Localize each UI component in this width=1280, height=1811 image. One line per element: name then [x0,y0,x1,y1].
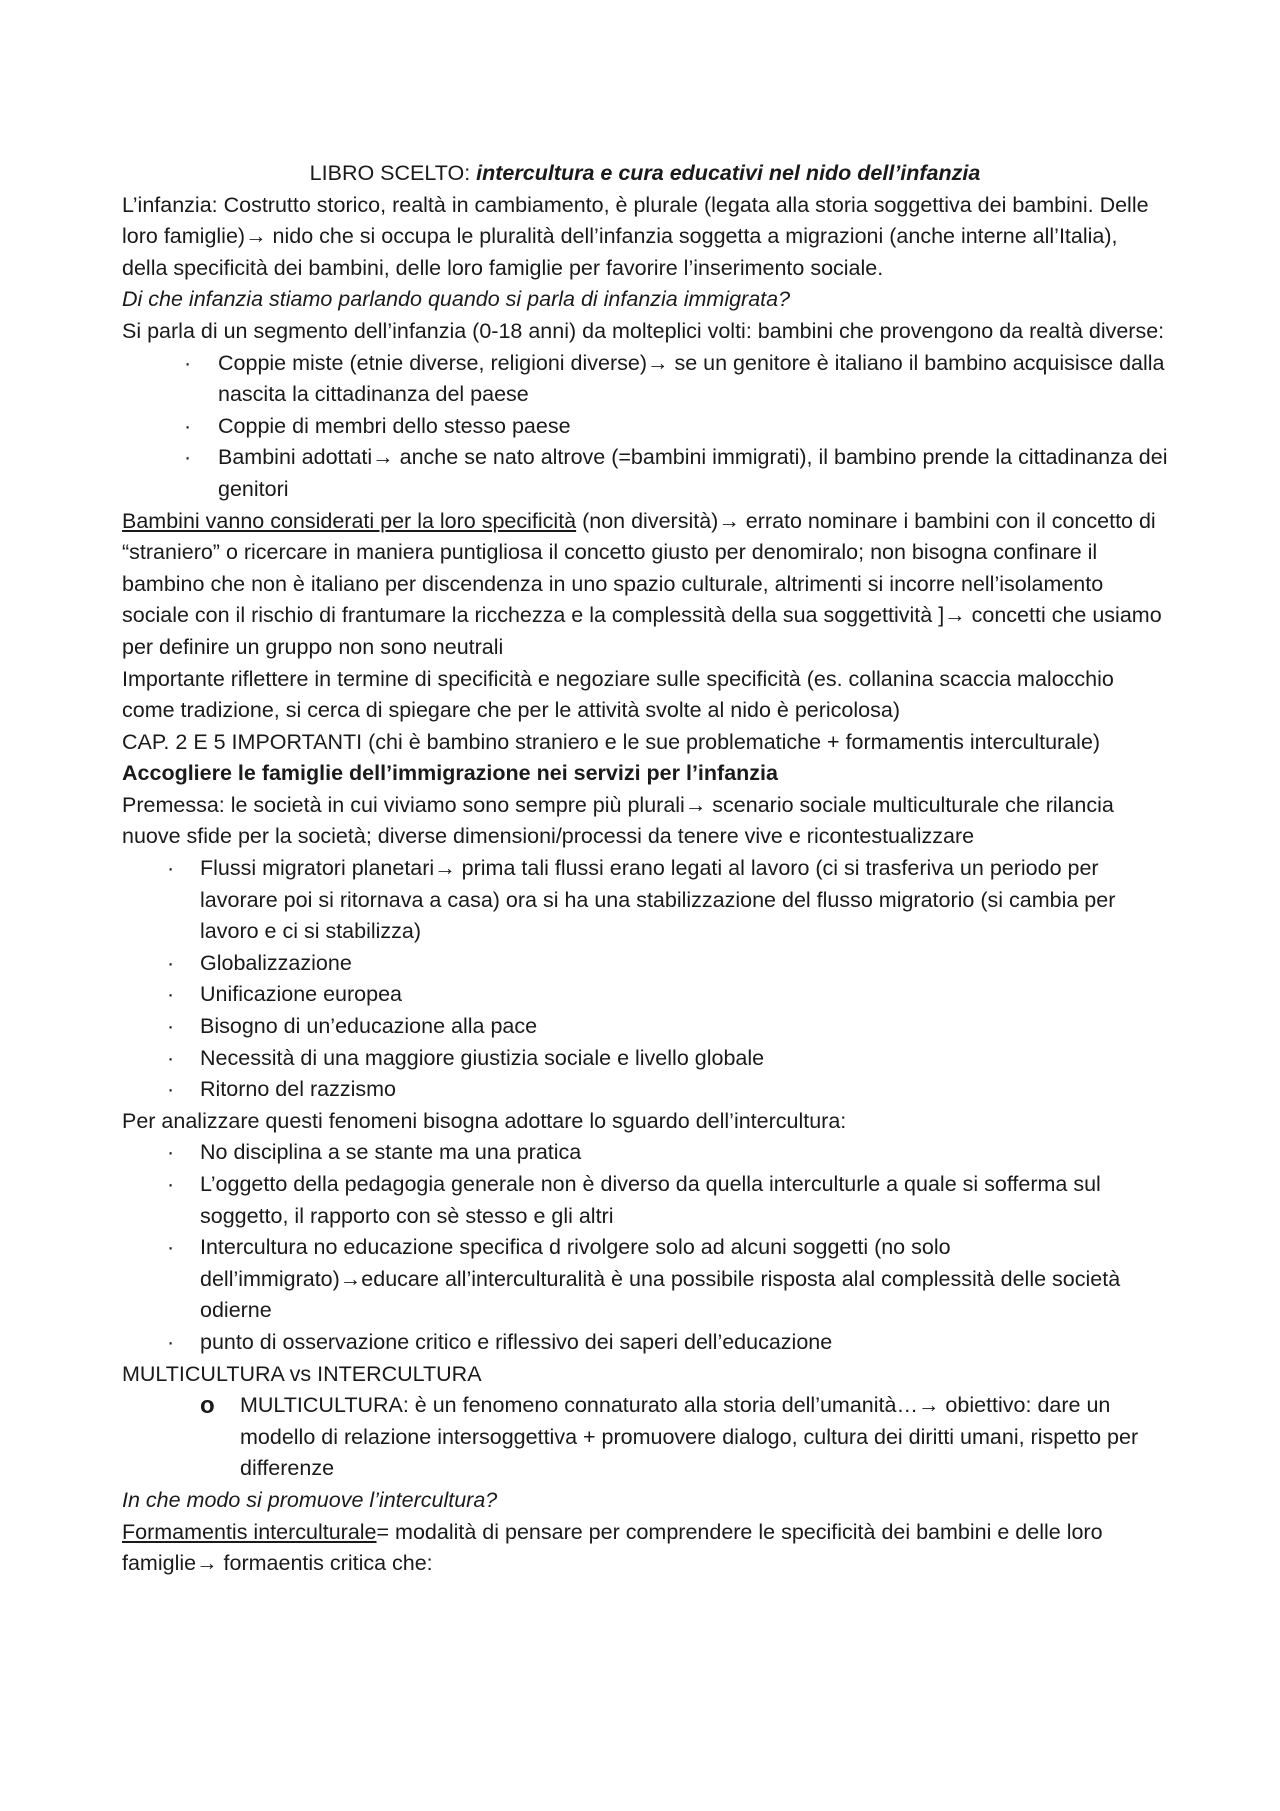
list-item: · Unificazione europea [122,979,1168,1011]
bullet-dot: · [167,1014,175,1039]
paragraph-riflettere: Importante riflettere in termine di specificità e negoziare sulle specificità (es. collanina scaccia malocchio come tradizione, si cerca di spiegare che per le attività svolte al nido è pericolosa) [122,666,1114,723]
question-promuove: In che modo si promuove l’intercultura? [122,1487,498,1512]
paragraph-analizzare: Per analizzare questi fenomeni bisogna adottare lo sguardo dell’intercultura: [122,1108,847,1133]
list-item: · punto di osservazione critico e riflessivo dei saperi dell’educazione [122,1327,1168,1359]
list-coppie [122,348,1168,506]
bullet-dot: · [167,1235,175,1260]
list-item: · Globalizzazione [122,948,1168,980]
bullet-dot: · [167,1140,175,1165]
list-item: · Bisogno di un’educazione alla pace [122,1011,1168,1043]
bullet-dot: · [184,413,192,438]
bullet-circle: o [200,1392,215,1420]
title-prefix: LIBRO SCELTO: [309,161,477,185]
list-item: · Coppie miste (etnie diverse, religioni diverse)→ se un genitore è italiano il bambino acquisisce dalla nascita la cittadinanza del paese [122,348,1168,411]
list-dimensioni [122,853,1168,1106]
section-heading: Accogliere le famiglie dell’immigrazione nei servizi per l’infanzia [122,761,778,786]
bullet-dot: · [184,350,192,375]
book-title: intercultura e cura educativi nel nido dell’infanzia [476,161,981,185]
paragraph-premessa: Premessa: le società in cui viviamo sono sempre più plurali→ scenario sociale multiculturale che rilancia nuove sfide per la società; diverse dimensioni/processi da tenere vive e ricontestualizzare [122,792,1114,849]
paragraph-infanzia: L’infanzia: Costrutto storico, realtà in cambiamento, è plurale (legata alla storia soggettiva dei bambini. Delle loro famiglie)→ nido che si occupa le pluralità dell’infanzia soggetta a migrazioni (anche interne all’Italia), della specificità dei bambini, delle loro famiglie per favorire l’inserimento sociale. [122,192,1149,280]
bullet-dot: · [167,1172,175,1196]
list-multicultura [122,1390,1168,1485]
paragraph-segmento: Si parla di un segmento dell’infanzia (0-18 anni) da molteplici volti: bambini che provengono da realtà diverse: [122,318,1165,343]
bullet-dot: · [167,856,175,881]
paragraph-multicultura-vs: MULTICULTURA vs INTERCULTURA [122,1361,482,1386]
list-item: · L’oggetto della pedagogia generale non è diverso da quella interculturle a quale si sofferma sul soggetto, il rapporto con sè stesso e gli altri [122,1169,1168,1232]
document-title [122,158,1168,190]
list-item: · Bambini adottati→ anche se nato altrove (=bambini immigrati), il bambino prende la cittadinanza dei genitori [122,442,1168,505]
underlined-formamentis: Formamentis interculturale [122,1519,377,1544]
bullet-dot: · [167,950,175,975]
bullet-dot: · [167,982,175,1007]
list-item: · No disciplina a se stante ma una pratica [122,1137,1168,1169]
paragraph-specificita: Bambini vanno considerati per la loro specificità (non diversità)→ errato nominare i bambini con il concetto di “straniero” o ricercare in maniera puntigliosa il concetto giusto per denomiralo; non bisogna confinare il bambino che non è italiano per discendenza in uno spazio culturale, altrimenti si incorre nell’isolamento sociale con il rischio di frantumare la ricchezza e la complessità della sua soggettività ]→ concetti che usiamo per definire un gruppo non sono neutrali [122,508,1162,659]
list-item: · Ritorno del razzismo [122,1074,1168,1106]
bullet-dot: · [184,445,192,470]
bullet-dot: · [167,1329,175,1354]
list-item: · Necessità di una maggiore giustizia sociale e livello globale [122,1043,1168,1075]
list-item: · Coppie di membri dello stesso paese [122,411,1168,443]
bullet-dot: · [167,1045,175,1070]
question-infanzia-immigrata: Di che infanzia stiamo parlando quando si parla di infanzia immigrata? [122,287,791,312]
list-item: · Intercultura no educazione specifica d rivolgere solo ad alcuni soggetti (no solo dell’immigrato)→educare all’interculturalità è una possibile risposta alal complessità delle società odierne [122,1232,1168,1327]
underlined-specificita: Bambini vanno considerati per la loro specificità [122,508,577,533]
list-intercultura [122,1137,1168,1358]
paragraph-capitoli: CAP. 2 E 5 IMPORTANTI (chi è bambino straniero e le sue problematiche + formamentis interculturale) [122,729,1101,754]
list-item: o MULTICULTURA: è un fenomeno connaturato alla storia dell’umanità…→ obiettivo: dare un modello di relazione intersoggettiva + promuovere dialogo, cultura dei diritti umani, rispetto per differenze [200,1392,1139,1481]
paragraph-formamentis: Formamentis interculturale= modalità di pensare per comprendere le specificità dei bambini e delle loro famiglie→ formaentis critica che: [122,1519,1103,1576]
bullet-dot: · [167,1077,175,1102]
list-item: · Flussi migratori planetari→ prima tali flussi erano legati al lavoro (ci si trasferiva un periodo per lavorare poi si ritornava a casa) ora si ha una stabilizzazione del flusso migratorio (si cambia per lavoro e ci si stabilizza) [122,853,1168,948]
